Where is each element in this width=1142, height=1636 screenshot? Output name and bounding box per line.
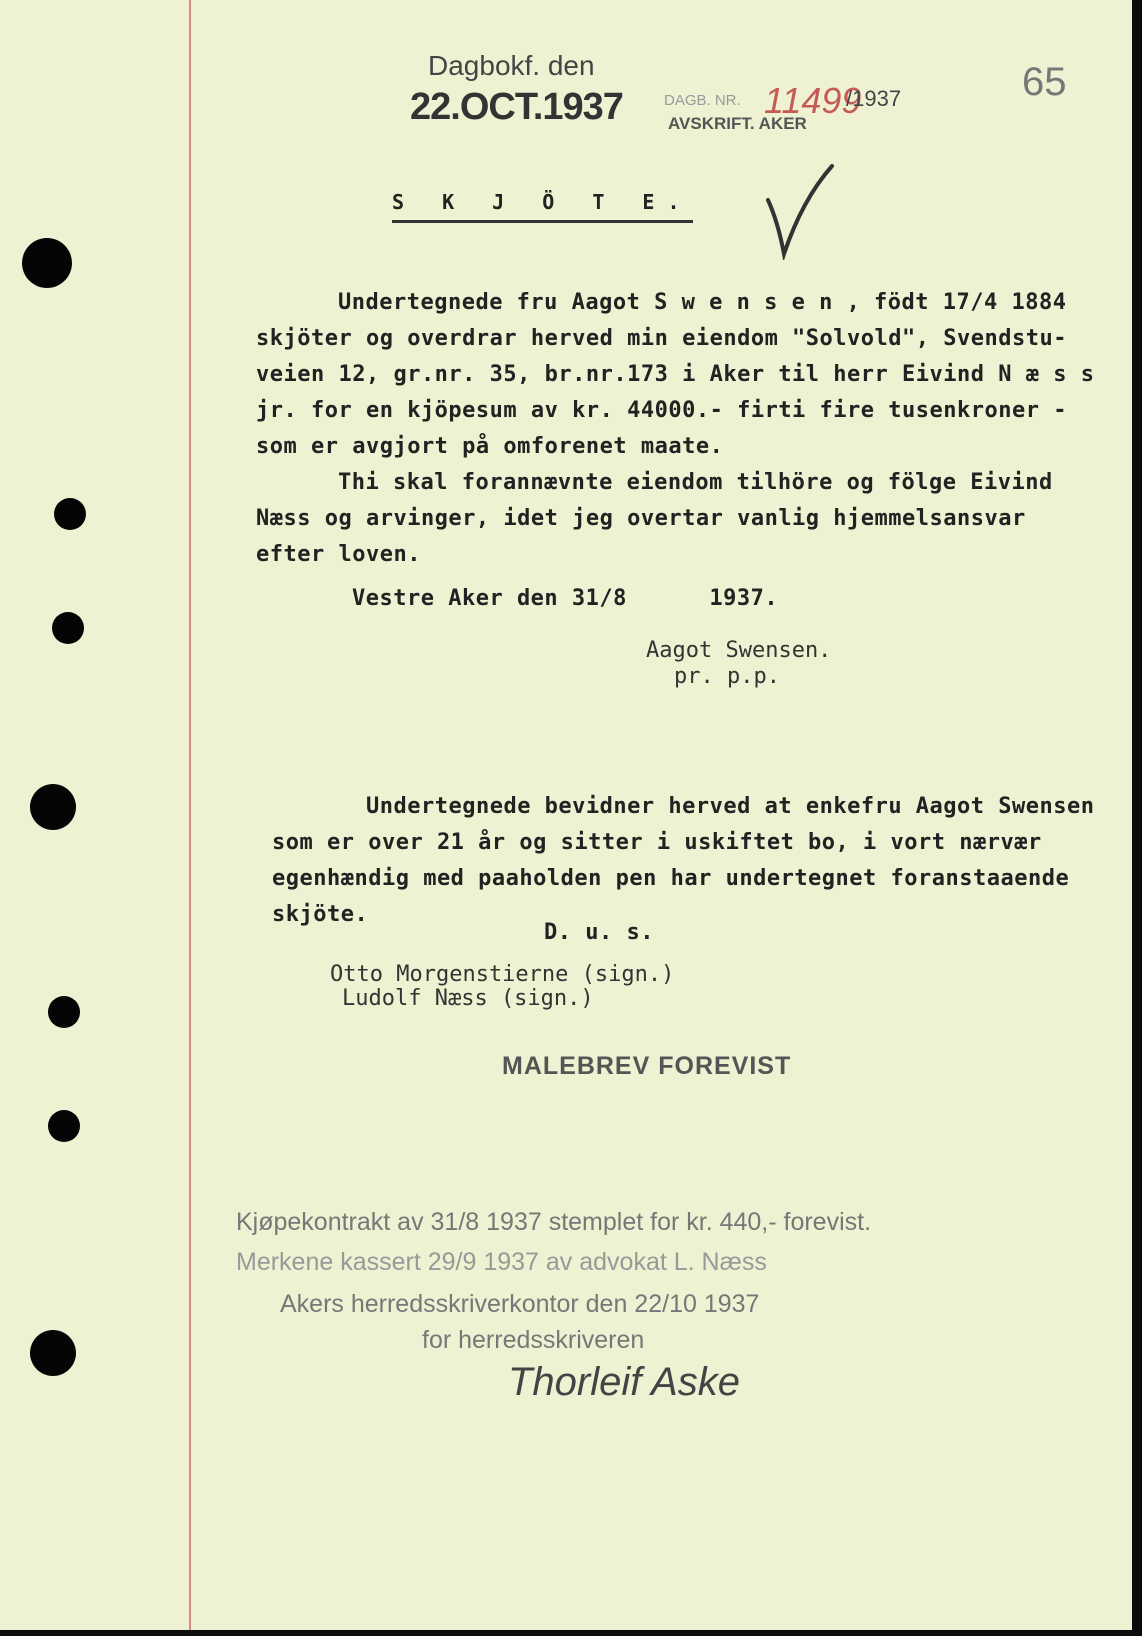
witness-name: Ludolf Næss (sign.) — [342, 986, 594, 1011]
punch-hole — [54, 498, 86, 530]
witness-line: skjöte. — [272, 902, 369, 927]
witness-line: egenhændig med paaholden pen har undertegnet foranstaaende — [272, 866, 1070, 891]
footer-office-line: Akers herredsskriverkontor den 22/10 1937 — [280, 1290, 760, 1318]
body-line: jr. for en kjöpesum av kr. 44000.- firti fire tusenkroner - — [256, 398, 1067, 423]
malebrev-stamp: MALEBREV FOREVIST — [502, 1052, 792, 1080]
document-title: S K J Ö T E. — [392, 190, 693, 223]
dagb-year: /1937 — [846, 86, 902, 111]
body-line: skjöter og overdrar herved min eiendom "Solvold", Svendstu- — [256, 326, 1067, 351]
dus-line: D. u. s. — [544, 920, 654, 945]
dagb-number: 11499 — [764, 80, 862, 121]
witness-line: Undertegnede bevidner herved at enkefru Aagot Swensen — [366, 794, 1095, 819]
punch-hole — [30, 1330, 76, 1376]
body-line: veien 12, gr.nr. 35, br.nr.173 i Aker til herr Eivind N æ s s — [256, 362, 1095, 387]
punch-hole — [48, 1110, 80, 1142]
footer-signature: Thorleif Aske — [508, 1360, 740, 1404]
dagbok-stamp-date: 22.OCT.1937 — [410, 86, 623, 128]
witness-name: Otto Morgenstierne (sign.) — [330, 962, 675, 987]
dagb-number-label: DAGB. NR. — [664, 92, 741, 109]
signature-name: Aagot Swensen. — [646, 638, 832, 663]
body-line: Thi skal forannævnte eiendom tilhöre og fölge Eivind — [338, 470, 1053, 495]
punch-hole — [30, 784, 76, 830]
footer-for-line: for herredsskriveren — [422, 1326, 645, 1354]
punch-hole — [52, 612, 84, 644]
page-number: 65 — [1022, 60, 1067, 104]
body-line: som er avgjort på omforenet maate. — [256, 434, 724, 459]
body-line: Undertegnede fru Aagot S w e n s e n , födt 17/4 1884 — [338, 290, 1067, 315]
punch-hole — [48, 996, 80, 1028]
date-line: Vestre Aker den 31/8 1937. — [352, 586, 779, 611]
footer-contract-line: Kjøpekontrakt av 31/8 1937 stemplet for kr. 440,- forevist. — [236, 1208, 872, 1236]
punch-hole — [22, 238, 72, 288]
signature-proxy: pr. p.p. — [674, 664, 780, 689]
body-line: Næss og arvinger, idet jeg overtar vanlig hjemmelsansvar — [256, 506, 1026, 531]
footer-stamps-line: Merkene kassert 29/9 1937 av advokat L. Næss — [236, 1248, 767, 1276]
body-line: efter loven. — [256, 542, 421, 567]
avskrift-stamp: AVSKRIFT. AKER — [668, 114, 807, 133]
dagbok-stamp-label: Dagbokf. den — [428, 50, 595, 81]
check-mark-icon — [760, 160, 840, 260]
margin-line — [189, 0, 191, 1630]
witness-line: som er over 21 år og sitter i uskiftet bo, i vort nærvær — [272, 830, 1042, 855]
